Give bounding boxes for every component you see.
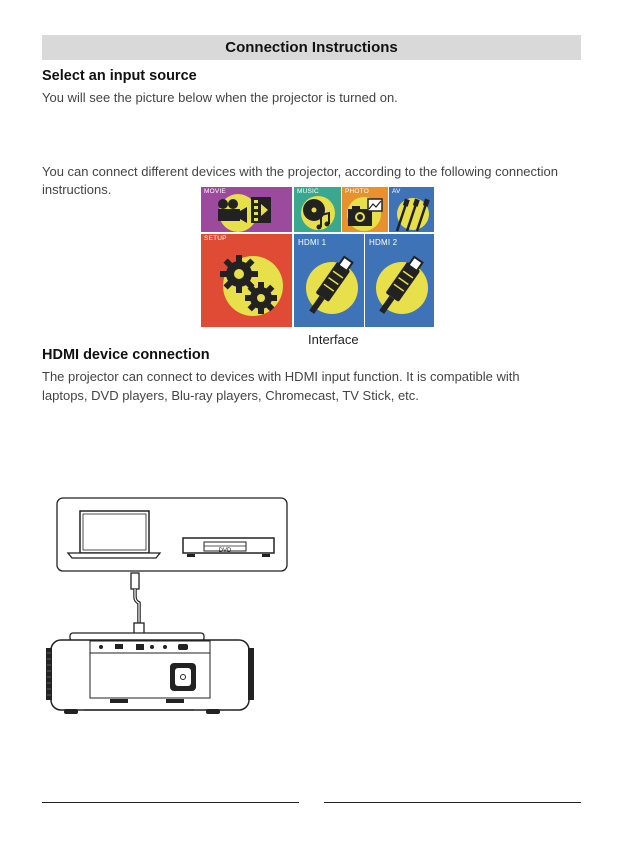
av-cable-icon (389, 187, 434, 232)
laptop-icon (68, 511, 160, 558)
connect-paragraph-line1: You can connect different devices with the projector, according to the following connection (42, 164, 558, 179)
page-title: Connection Instructions (225, 39, 398, 56)
tile-av-label: AV (392, 188, 401, 195)
hdmi-cable-icon (365, 234, 434, 327)
section-header (42, 35, 581, 60)
tile-music (294, 187, 341, 232)
footer-rule-left (42, 802, 299, 803)
movie-camera-icon (201, 187, 292, 232)
tile-hdmi1 (294, 234, 364, 327)
tile-music-label: MUSIC (297, 188, 319, 195)
interface-caption: Interface (308, 332, 359, 347)
camera-icon (342, 187, 388, 232)
hdmi-cable-icon (131, 573, 144, 637)
hdmi-connection-diagram (44, 495, 294, 720)
select-input-heading: Select an input source (42, 68, 197, 84)
projector-icon (46, 633, 254, 714)
dvd-label: DVD (218, 548, 232, 554)
intro-paragraph: You will see the picture below when the projector is turned on. (42, 90, 398, 105)
hdmi-paragraph-line2: laptops, DVD players, Blu-ray players, Chromecast, TV Stick, etc. (42, 388, 419, 403)
tile-movie (201, 187, 292, 232)
tile-setup (201, 234, 292, 327)
gears-icon (201, 234, 292, 327)
hdmi-cable-icon (294, 234, 364, 327)
tile-setup-label: SETUP (204, 235, 227, 242)
tile-hdmi1-label: HDMI 1 (298, 238, 327, 247)
hdmi-connection-heading: HDMI device connection (42, 347, 210, 363)
music-disc-icon (294, 187, 341, 232)
tile-av (389, 187, 434, 232)
tile-photo (342, 187, 388, 232)
tile-movie-label: MOVIE (204, 188, 226, 195)
tile-hdmi2 (365, 234, 434, 327)
footer-rule-right (324, 802, 581, 803)
hdmi-paragraph-line1: The projector can connect to devices with HDMI input function. It is compatible with (42, 369, 520, 384)
tile-hdmi2-label: HDMI 2 (369, 238, 398, 247)
tile-photo-label: PHOTO (345, 188, 369, 195)
connect-paragraph-line2: instructions. (42, 182, 112, 197)
